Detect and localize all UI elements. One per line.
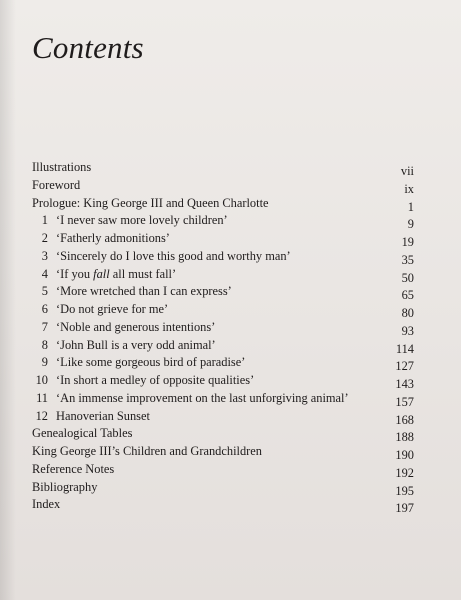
toc-chapter-entry [32,212,414,230]
toc-entry [32,159,414,177]
toc-page-number: 35 [401,252,414,267]
toc-page-number: 190 [395,448,414,462]
chapter-title-part: all must fall’ [109,266,177,281]
toc-entry [32,443,414,461]
toc-page-number: 188 [395,430,414,445]
toc-entry-title: Index [32,497,61,512]
toc-page-number: 195 [395,483,414,498]
toc-page-number: 157 [395,394,414,409]
toc-entry-title: King George III’s Children and Grandchildren [32,444,262,458]
toc-page-number: ix [404,181,414,196]
chapter-number: 9 [41,355,48,370]
toc-page-number: vii [400,164,414,178]
chapter-title: ‘Fatherly admonitions’ [56,231,170,245]
toc-chapter-entry [32,248,414,266]
toc-chapter-entry [32,390,414,408]
toc-entry-title: Genealogical Tables [32,426,133,441]
page-gutter-shadow [0,0,16,600]
chapter-number: 2 [41,231,48,245]
chapter-number: 5 [41,284,48,299]
toc-entry-title: Prologue: King George III and Queen Charlotte [32,195,269,210]
table-of-contents [32,159,414,514]
chapter-title: ‘In short a medley of opposite qualities’ [56,373,255,387]
chapter-number: 10 [35,373,48,387]
toc-chapter-entry [32,372,414,390]
toc-entry-title: Illustrations [32,160,92,174]
chapter-number: 12 [35,408,48,423]
toc-entry-title: Bibliography [32,479,98,494]
toc-chapter-entry [32,230,414,248]
toc-page-number: 50 [401,270,414,285]
toc-page-number: 65 [401,288,414,303]
chapter-title: ‘More wretched than I can express’ [56,284,232,299]
toc-entry [32,425,414,443]
chapter-title: ‘Noble and generous intentions’ [56,319,216,334]
chapter-title: ‘John Bull is a very odd animal’ [56,337,216,352]
toc-chapter-entry [32,319,414,337]
toc-entry [32,479,414,497]
toc-chapter-entry [32,354,414,372]
chapter-number: 4 [41,266,48,281]
toc-chapter-entry [32,337,414,355]
toc-chapter-entry [32,301,414,319]
chapter-number: 3 [41,248,48,263]
chapter-number: 1 [41,213,48,228]
toc-page-number: 143 [395,377,414,391]
chapter-title: ‘Like some gorgeous bird of paradise’ [56,355,246,370]
toc-page-number: 93 [401,323,414,338]
toc-entry [32,496,414,514]
toc-page-number: 80 [401,306,414,320]
toc-chapter-entry [32,266,414,284]
toc-page-number: 114 [395,341,414,356]
toc-page-number: 9 [407,217,414,232]
chapter-title: Hanoverian Sunset [56,408,150,423]
toc-page-number: 19 [401,235,414,249]
toc-page-number: 168 [395,412,414,427]
page-title: Contents [32,30,144,65]
chapter-title [56,266,176,284]
chapter-title: ‘Sincerely do I love this good and worthy man’ [56,248,291,263]
toc-page-number: 1 [407,199,414,214]
toc-page-number: 127 [395,359,414,374]
chapter-number: 6 [41,302,48,316]
toc-entry [32,177,414,195]
toc-page-number: 192 [395,465,414,480]
chapter-title-emphasis: fall [93,266,110,281]
chapter-title: ‘An immense improvement on the last unforgiving animal’ [56,390,349,405]
chapter-number: 8 [41,337,48,352]
toc-page-number: 197 [395,501,414,516]
toc-entry [32,461,414,479]
toc-entry-title: Foreword [32,177,81,192]
chapter-title: ‘Do not grieve for me’ [56,302,169,316]
chapter-title-part: ‘If you [56,266,94,281]
chapter-number: 11 [36,390,48,405]
toc-entry [32,195,414,213]
toc-chapter-entry [32,408,414,426]
toc-entry-title: Reference Notes [32,461,115,476]
toc-chapter-entry [32,283,414,301]
chapter-number: 7 [41,319,48,334]
chapter-title: ‘I never saw more lovely children’ [56,213,228,228]
